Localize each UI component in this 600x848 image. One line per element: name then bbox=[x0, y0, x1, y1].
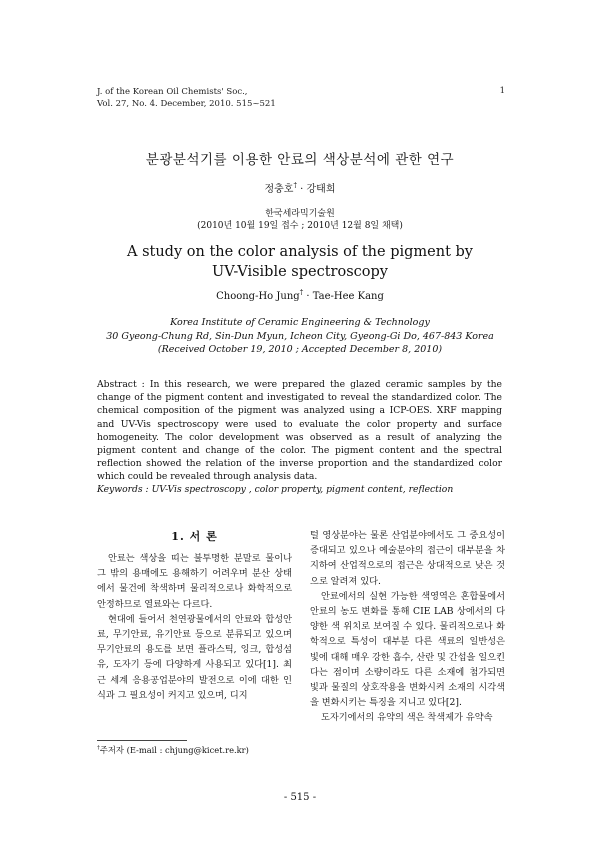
english-dates: (Received October 19, 2010 ; Accepted December 8, 2010) bbox=[157, 344, 443, 355]
korean-institute: 한국세라믹기술원 bbox=[265, 209, 335, 219]
english-address: 30 Gyeong-Chung Rd, Sin-Dun Myun, Icheon City, Gyeong-Gi Do, 467-843 Korea bbox=[106, 330, 494, 342]
footnote-text: 주저자 (E-mail : chjung@kicet.re.kr) bbox=[99, 745, 249, 755]
column-left bbox=[97, 551, 292, 703]
korean-title: 분광분석기를 이용한 안료의 색상분석에 관한 연구 bbox=[145, 152, 455, 168]
journal-volume: Vol. 27, No. 4. December, 2010. 515~521 bbox=[97, 99, 276, 109]
korean-affiliation bbox=[0, 208, 600, 232]
english-title bbox=[0, 242, 600, 282]
corresponding-mark-en: † bbox=[299, 288, 304, 297]
keywords: Keywords : UV-Vis spectroscopy , color property, pigment content, reflection bbox=[97, 484, 454, 495]
abstract-label: Abstract : bbox=[97, 379, 150, 390]
abstract bbox=[97, 378, 502, 484]
paragraph: 도자기에서의 유약의 색은 착색제가 유약속 bbox=[321, 712, 493, 724]
korean-coauthor: · 강태희 bbox=[296, 184, 336, 195]
section-heading-introduction: 1. 서 론 bbox=[171, 530, 218, 543]
korean-first-author: 정충호 bbox=[264, 184, 294, 195]
corresponding-mark: † bbox=[293, 181, 297, 190]
paragraph: 안료에서의 실현 가능한 색영역은 혼합물에서 안료의 농도 변화를 통해 CIE LAB 상에서의 다양한 색 위치로 보여질 수 있다. 물리적으로나 화학적으로 특성이 대부분 다른 색료의 일반성은 빛에 대해 매우 강한 흡수, 산란 및 간섭을 일으킨다는 점이며 소량이라도 다른 소재에 첨가되면 빛과 물질의 상호작용을 변화시켜 소재의 시각색을 변화시키는 특징을 지니고 있다[2]. bbox=[310, 590, 505, 709]
paragraph: 털 영상분야는 물론 산업분야에서도 그 중요성이 증대되고 있으나 예술분야의 접근이 대부분을 차지하여 산업적으로의 접근은 상대적으로 낮은 것으로 알려져 있다. bbox=[310, 530, 505, 587]
korean-dates: (2010년 10월 19일 접수 ; 2010년 12월 8일 채택) bbox=[197, 221, 403, 231]
english-title-line1: A study on the color analysis of the pigment by bbox=[127, 244, 473, 260]
korean-authors bbox=[0, 180, 600, 195]
journal-citation bbox=[97, 86, 276, 110]
paragraph: 안료는 색상을 띠는 불투명한 분말로 물이나 그 밖의 용매에도 용해하기 어려우며 분산 상태에서 물건에 착색하며 물리적으로나 화학적으로 안정하므로 열료와는 다르다. bbox=[97, 553, 292, 610]
header-page-number: 1 bbox=[499, 86, 505, 96]
journal-name: J. of the Korean Oil Chemists' Soc., bbox=[97, 87, 248, 97]
english-authors bbox=[0, 288, 600, 302]
footnote-mark: † bbox=[97, 745, 100, 752]
english-institute: Korea Institute of Ceramic Engineering & Technology bbox=[170, 317, 430, 328]
english-title-line2: UV-Visible spectroscopy bbox=[212, 264, 388, 280]
footnote-rule bbox=[97, 740, 187, 741]
english-first-author: Choong-Ho Jung bbox=[216, 291, 300, 302]
paragraph: 현대에 들어서 천연광물에서의 안료와 합성안료, 무기안료, 유기안료 등으로 분류되고 있으며 무기안료의 용도를 보면 플라스틱, 잉크, 합성섬유, 도자기 등에 다양하게 사용되고 있다[1]. 최근 세계 응용공업분야의 발전으로 이에 대한 인식과 그 필요성이 커지고 있으며, 디지 bbox=[97, 613, 292, 701]
english-coauthor: · Tae-Hee Kang bbox=[303, 291, 384, 302]
abstract-text: In this research, we were prepared the glazed ceramic samples by the change of the pigment content and investigated to reveal the standardized color. The chemical composition of the pigment was analyzed using a ICP-OES. XRF mapping and UV-Vis spectroscopy were used to evaluate the color property and surface homogeneity. The color development was observed as a result of analyzing the pigment content and change of the color. The pigment content and the spectral reflection showed the relation of the inverse proportion and the standardized color which could be revealed through analysis data. bbox=[97, 379, 502, 483]
column-right bbox=[310, 528, 505, 726]
page-footer-number: - 515 - bbox=[283, 792, 317, 803]
english-affiliation bbox=[0, 316, 600, 357]
footnote bbox=[97, 744, 249, 756]
